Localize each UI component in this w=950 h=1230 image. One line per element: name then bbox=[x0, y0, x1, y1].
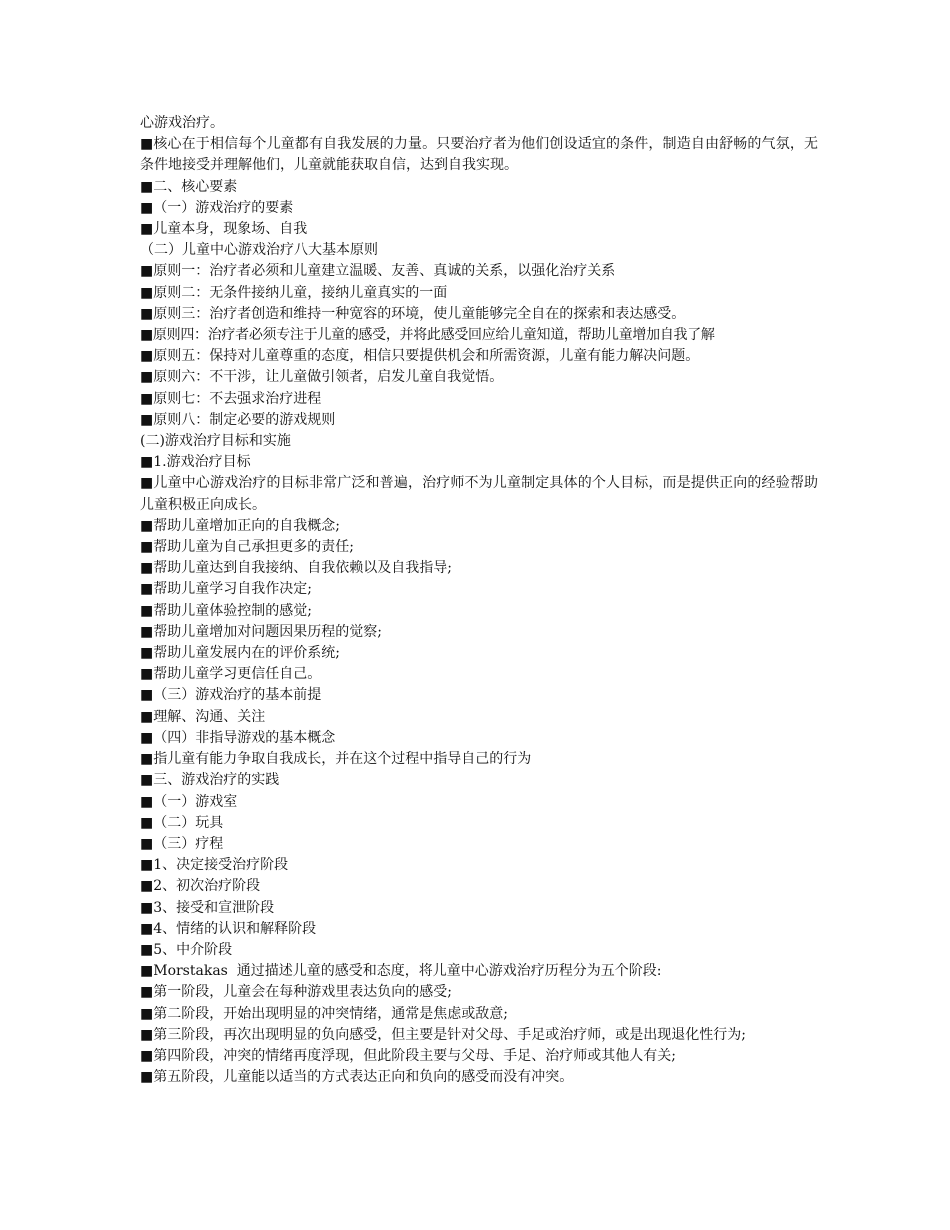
goal-item: ■帮助儿童体验控制的感觉; bbox=[140, 602, 312, 619]
text-line: ■儿童中心游戏治疗的目标非常广泛和普遍，治疗师不为儿童制定具体的个人目标，而是提供正向的经验帮助儿童积极正向成长。 bbox=[140, 475, 818, 513]
document-body bbox=[140, 113, 818, 1088]
subsection-heading: ■（一）游戏室 bbox=[140, 793, 238, 810]
principle-item: ■原则三：治疗者创造和维持一种宽容的环境，使儿童能够完全自在的探索和表达感受。 bbox=[140, 305, 686, 322]
principle-item: ■原则七：不去强求治疗进程 bbox=[140, 390, 322, 407]
goal-item: ■帮助儿童达到自我接纳、自我依赖以及自我指导; bbox=[140, 560, 452, 577]
section-heading: ■二、核心要素 bbox=[140, 178, 238, 195]
stage-item: ■1、决定接受治疗阶段 bbox=[140, 857, 289, 874]
principle-item: ■原则六：不干涉，让儿童做引领者，启发儿童自我觉悟。 bbox=[140, 369, 504, 386]
goal-item: ■帮助儿童发展内在的评价系统; bbox=[140, 645, 340, 662]
goal-item: ■帮助儿童学习更信任自己。 bbox=[140, 666, 322, 683]
phase-item: ■第一阶段，儿童会在每种游戏里表达负向的感受; bbox=[140, 984, 452, 1001]
principle-item: ■原则一：治疗者必须和儿童建立温暖、友善、真诚的关系，以强化治疗关系 bbox=[140, 263, 616, 280]
text-line: ■理解、沟通、关注 bbox=[140, 708, 266, 725]
goal-item: ■帮助儿童为自己承担更多的责任; bbox=[140, 539, 354, 556]
text-line: ■儿童本身，现象场、自我 bbox=[140, 221, 308, 238]
phase-item: ■第二阶段，开始出现明显的冲突情绪，通常是焦虑或敌意; bbox=[140, 1005, 508, 1022]
text-line: ■指儿童有能力争取自我成长，并在这个过程中指导自己的行为 bbox=[140, 751, 532, 768]
subsection-heading: （二）儿童中心游戏治疗八大基本原则 bbox=[140, 242, 378, 259]
goal-item: ■帮助儿童学习自我作决定; bbox=[140, 581, 312, 598]
phase-item: ■第四阶段，冲突的情绪再度浮现，但此阶段主要与父母、手足、治疗师或其他人有关; bbox=[140, 1047, 676, 1064]
subsection-heading: ■1.游戏治疗目标 bbox=[140, 454, 251, 471]
text-line: ■核心在于相信每个儿童都有自我发展的力量。只要治疗者为他们创设适宜的条件，制造自由舒畅的气氛，无条件地接受并理解他们，儿童就能获取自信，达到自我实现。 bbox=[140, 136, 818, 174]
subsection-heading: ■（一）游戏治疗的要素 bbox=[140, 199, 294, 216]
stage-item: ■3、接受和宣泄阶段 bbox=[140, 899, 275, 916]
principle-item: ■原则八：制定必要的游戏规则 bbox=[140, 411, 336, 428]
principle-item: ■原则二：无条件接纳儿童，接纳儿童真实的一面 bbox=[140, 284, 448, 301]
stage-item: ■2、初次治疗阶段 bbox=[140, 878, 261, 895]
stage-item: ■5、中介阶段 bbox=[140, 941, 233, 958]
subsection-heading: ■（四）非指导游戏的基本概念 bbox=[140, 729, 336, 746]
phase-item: ■第三阶段，再次出现明显的负向感受，但主要是针对父母、手足或治疗师，或是出现退化性行为; bbox=[140, 1026, 746, 1043]
principle-item: ■原则五：保持对儿童尊重的态度，相信只要提供机会和所需资源，儿童有能力解决问题。 bbox=[140, 348, 700, 365]
subsection-heading: (二)游戏治疗目标和实施 bbox=[140, 433, 291, 450]
subsection-heading: ■（三）疗程 bbox=[140, 835, 224, 852]
section-heading: ■三、游戏治疗的实践 bbox=[140, 772, 280, 789]
principle-item: ■原则四：治疗者必须专注于儿童的感受，并将此感受回应给儿童知道，帮助儿童增加自我了解 bbox=[140, 327, 715, 344]
goal-item: ■帮助儿童增加对问题因果历程的觉察; bbox=[140, 623, 382, 640]
goal-item: ■帮助儿童增加正向的自我概念; bbox=[140, 517, 340, 534]
stage-item: ■4、情绪的认识和解释阶段 bbox=[140, 920, 317, 937]
phase-item: ■第五阶段，儿童能以适当的方式表达正向和负向的感受而没有冲突。 bbox=[140, 1069, 574, 1086]
text-line: ■Morstakas 通过描述儿童的感受和态度，将儿童中心游戏治疗历程分为五个阶段: bbox=[140, 963, 662, 980]
subsection-heading: ■（二）玩具 bbox=[140, 814, 224, 831]
text-line: 心游戏治疗。 bbox=[140, 115, 224, 131]
subsection-heading: ■（三）游戏治疗的基本前提 bbox=[140, 687, 322, 704]
